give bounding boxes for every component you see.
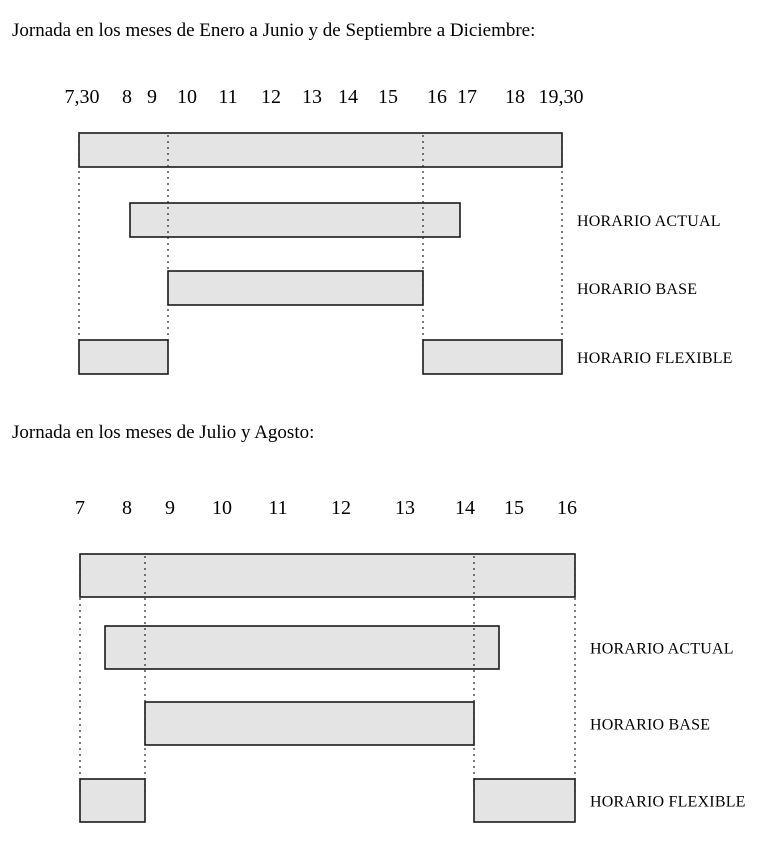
hour-tick-label: 19,30 [538,86,584,108]
schedule-bar-horario-flexible-2 [423,340,562,374]
schedule-label-horario-flexible-1: HORARIO FLEXIBLE [590,793,746,811]
hour-tick-label: 17 [457,86,477,108]
schedule-label-horario-actual: HORARIO ACTUAL [590,640,734,658]
schedule-bar-horario-flexible-1 [80,779,145,822]
schedule-bar-horario-flexible-2 [474,779,575,822]
hour-tick-label: 14 [338,86,358,108]
hour-tick-label: 11 [268,497,288,519]
hour-tick-label: 15 [504,497,524,519]
schedule-label-horario-actual: HORARIO ACTUAL [577,213,721,230]
hour-tick-label: 13 [302,86,322,108]
schedule-bar-jornada [80,554,575,597]
schedule-bar-horario-base [168,271,423,305]
schedule-bar-horario-actual [105,626,499,669]
hour-tick-label: 11 [218,86,238,108]
hour-tick-label: 18 [505,86,525,108]
schedule-section-1 [12,20,733,374]
schedule-bar-horario-actual [130,203,460,237]
hour-tick-label: 12 [261,86,281,108]
hour-tick-label: 10 [177,86,197,108]
hour-tick-label: 15 [378,86,398,108]
schedule-label-horario-base: HORARIO BASE [577,281,698,298]
hour-tick-label: 8 [122,497,132,519]
hour-tick-label: 16 [557,497,577,519]
schedule-label-horario-flexible-1: HORARIO FLEXIBLE [577,350,733,367]
hour-tick-label: 9 [147,86,157,108]
schedule-label-horario-base: HORARIO BASE [590,716,711,734]
hour-tick-label: 9 [165,497,175,519]
hour-tick-label: 7 [75,497,85,519]
schedule-section-2 [12,422,746,822]
hour-tick-label: 16 [427,86,447,108]
hour-tick-label: 14 [455,497,475,519]
hour-tick-label: 13 [395,497,415,519]
section-heading: Jornada en los meses de Enero a Junio y de Septiembre a Diciembre: [12,20,536,41]
hour-tick-label: 12 [331,497,351,519]
schedule-bar-horario-base [145,702,474,745]
hour-tick-label: 7,30 [64,86,100,108]
schedule-bar-horario-flexible-1 [79,340,168,374]
hour-tick-label: 8 [122,86,132,108]
schedule-bar-jornada [79,133,562,167]
section-heading: Jornada en los meses de Julio y Agosto: [12,422,315,443]
hour-tick-label: 10 [212,497,232,519]
